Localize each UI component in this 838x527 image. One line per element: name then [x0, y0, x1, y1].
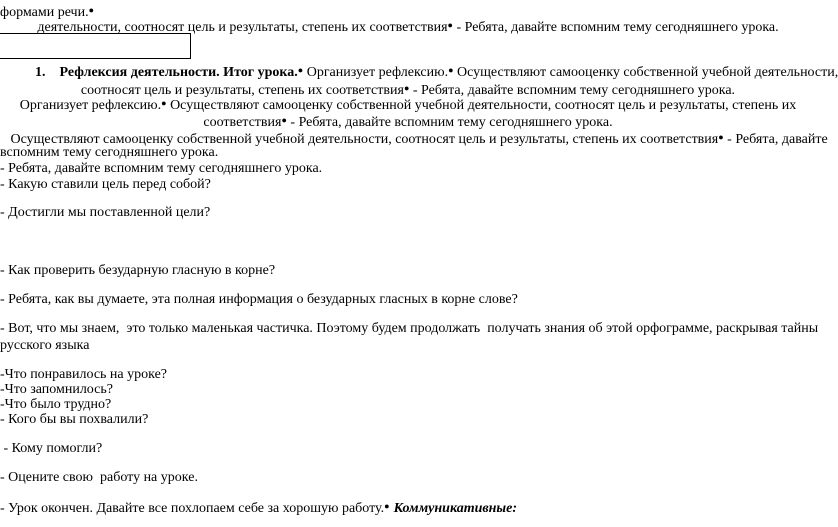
communicative-heading: Коммуникативные:: [393, 501, 517, 516]
line-text: - Кого бы вы похвалили?: [0, 412, 149, 427]
line-text: - Вот, что мы знаем, это только маленькая частичка. Поэтому будем продолжать получать знания об этой орфограмме, раскрывая тайны: [0, 321, 819, 336]
line-text: - Ребята, давайте вспомним тему сегодняшнего урока.: [0, 161, 323, 176]
text-line-13: [0, 291, 518, 308]
line-text: - Оцените свою работу на уроке.: [0, 470, 198, 485]
line-text: - Как проверить безударную гласную в корне?: [0, 263, 276, 278]
text-line-3: [35, 62, 838, 81]
text-line-15: [0, 337, 89, 354]
text-line-20: [0, 440, 102, 457]
text-line-11: [0, 204, 210, 221]
line-text: вспомним тему сегодняшнего урока.: [0, 145, 219, 160]
bullet-icon: ●: [448, 65, 454, 75]
line-text: Осуществляют самооценку собственной учебной деятельности, соотносят цель и результаты, степень их соответствия: [0, 132, 719, 147]
line-text: формами речи.: [0, 5, 89, 20]
bullet-icon: ●: [88, 5, 95, 15]
line-text: соответствия: [203, 115, 282, 130]
text-line-14: [0, 320, 818, 337]
line-text: Организует рефлексию.: [19, 98, 162, 113]
list-number: 1.: [35, 65, 46, 80]
bullet-icon: ●: [281, 115, 287, 125]
line-text: соотносят цель и результаты, степень их соответствия: [80, 83, 404, 98]
line-text: - Ребята, давайте: [723, 132, 828, 147]
line-text: -Что было трудно?: [0, 397, 112, 412]
line-text: - Какую ставили цель перед собой?: [0, 177, 211, 192]
text-line-9: [0, 160, 322, 177]
line-text: Осуществляют самооценку собственной учебной деятельности,: [453, 65, 838, 80]
bullet-icon: ●: [384, 501, 390, 511]
line-text: -Что понравилось на уроке?: [0, 367, 168, 382]
text-line-12: [0, 262, 275, 279]
line-text: - Ребята, давайте вспомним тему сегодняшнего урока.: [452, 20, 779, 35]
text-line-22: [0, 498, 517, 517]
section-heading: Рефлексия деятельности. Итог урока.: [59, 65, 298, 80]
line-text: Осуществляют самооценку собственной учебной деятельности, соотносят цель и результаты, степень их: [166, 98, 797, 113]
bullet-icon: ●: [161, 98, 167, 108]
line-text: Организует рефлексию.: [303, 65, 449, 80]
text-line-8: [0, 144, 218, 161]
bullet-icon: ●: [447, 20, 453, 30]
line-text: - Ребята, давайте вспомним тему сегодняшнего урока.: [286, 115, 613, 130]
line-text: - Урок окончен. Давайте все похлопаем себе за хорошую работу.: [0, 501, 385, 516]
text-line-10: [0, 176, 211, 193]
bullet-icon: ●: [297, 65, 304, 75]
line-text: -Что запомнилось?: [0, 382, 113, 397]
line-text: - Достигли мы поставленной цели?: [0, 205, 211, 220]
text-line-19: [0, 411, 148, 428]
line-text: деятельности, соотносят цель и результаты, степень их соответствия: [37, 20, 448, 35]
bullet-icon: ●: [403, 83, 410, 93]
line-text: - Кому помогли?: [0, 441, 103, 456]
empty-table-cell: [0, 33, 191, 59]
line-text: - Ребята, как вы думаете, эта полная информация о безударных гласных в корне слове?: [0, 292, 518, 307]
bullet-icon: ●: [718, 132, 724, 142]
text-line-21: [0, 469, 198, 486]
line-text: - Ребята, давайте вспомним тему сегодняшнего урока.: [409, 83, 736, 98]
line-text: русского языка: [0, 338, 90, 353]
